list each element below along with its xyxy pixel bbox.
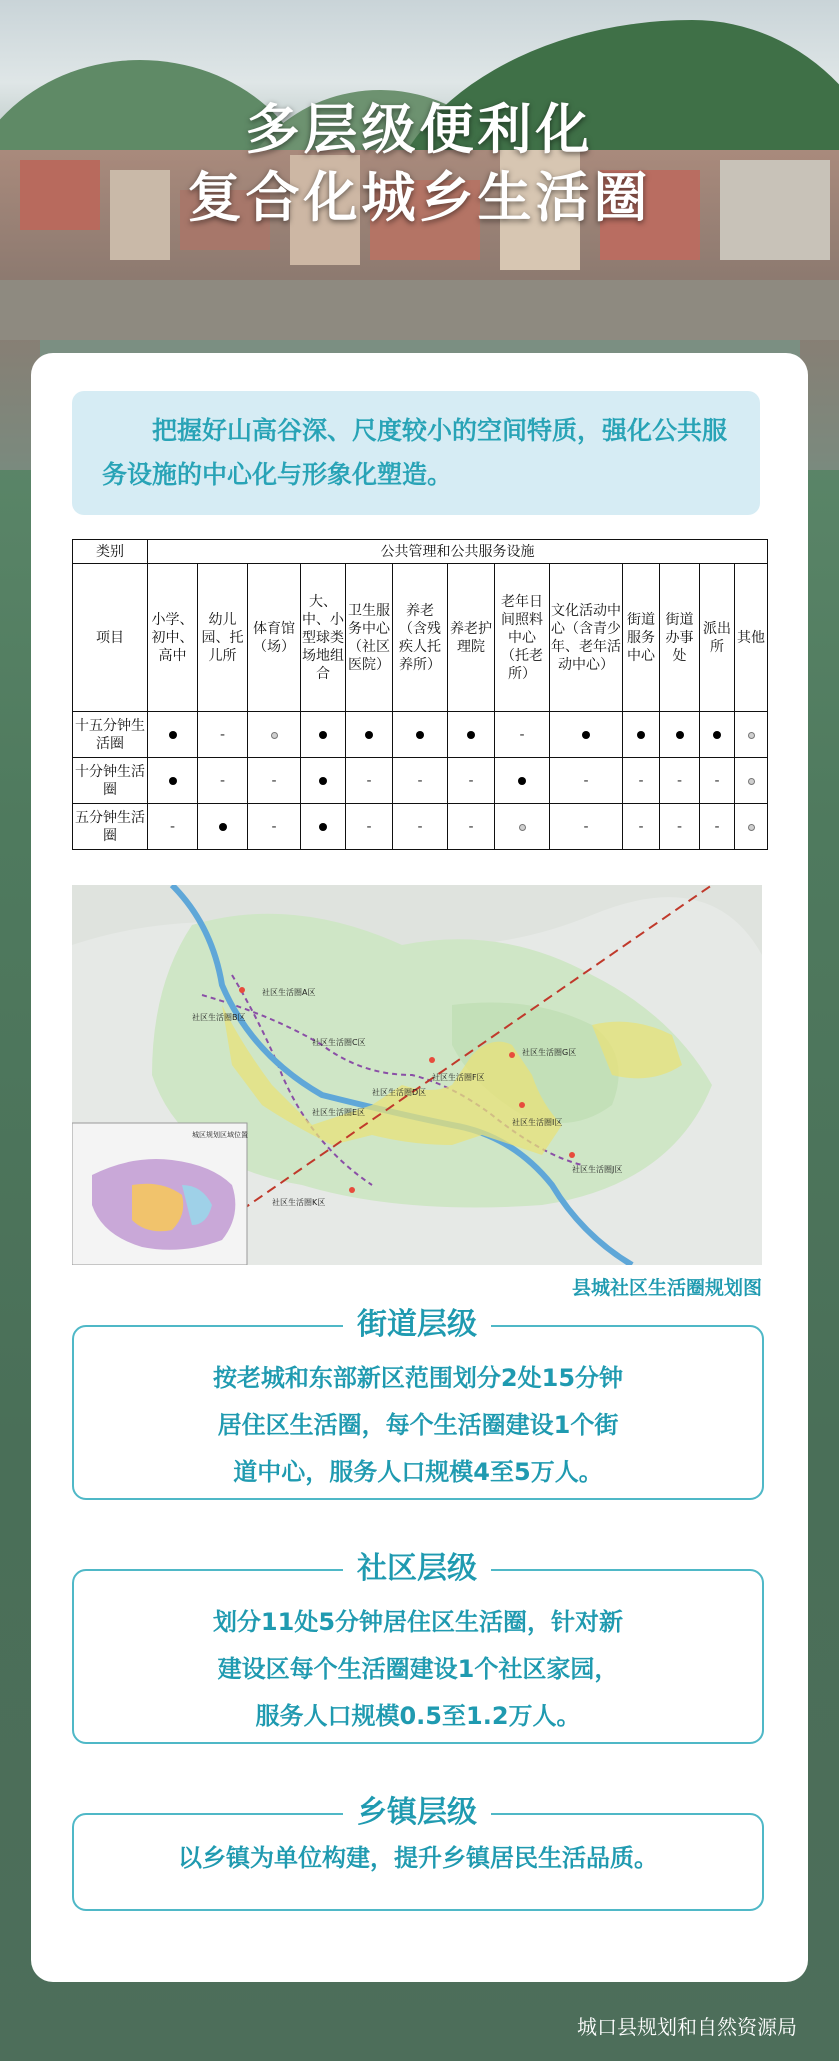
section-line: 道中心，服务人口规模4至5万人。 bbox=[233, 1458, 603, 1486]
dash-mark: - bbox=[676, 772, 683, 789]
column-header: 街道办事处 bbox=[660, 564, 700, 712]
dash-mark: - bbox=[638, 818, 644, 835]
inset-label: 城区规划区域位置 bbox=[192, 1131, 248, 1139]
map-caption: 县城社区生活圈规划图 bbox=[571, 1277, 762, 1299]
column-header: 老年日间照料中心（托老所） bbox=[495, 564, 550, 712]
column-header: 卫生服务中心（社区医院） bbox=[346, 564, 393, 712]
section-title: 乡镇层级 bbox=[343, 1793, 491, 1833]
dash-mark: - bbox=[638, 772, 644, 789]
map-label: 社区生活圈C区 bbox=[312, 1038, 366, 1047]
map-label: 社区生活圈D区 bbox=[372, 1088, 427, 1097]
filled-dot-icon bbox=[319, 823, 327, 831]
section-line: 服务人口规模0.5至1.2万人。 bbox=[255, 1702, 581, 1730]
table-body bbox=[73, 712, 768, 850]
dash-mark: - bbox=[714, 772, 720, 789]
community-level-title bbox=[72, 1549, 762, 1589]
header-category: 类别 bbox=[73, 540, 148, 564]
hollow-dot-icon bbox=[748, 824, 755, 831]
dash-mark: - bbox=[219, 726, 226, 743]
table-cell bbox=[735, 712, 768, 758]
map-graphic bbox=[72, 885, 762, 1265]
map-label: 社区生活圈G区 bbox=[522, 1048, 577, 1057]
dash-mark: - bbox=[583, 772, 589, 789]
table-cell bbox=[346, 712, 393, 758]
row-label: 十分钟生活圈 bbox=[73, 758, 148, 804]
section-title: 社区层级 bbox=[343, 1549, 491, 1589]
table-cell bbox=[495, 712, 550, 758]
table-cell bbox=[248, 712, 301, 758]
dash-mark: - bbox=[468, 818, 474, 835]
dash-mark: - bbox=[676, 818, 683, 835]
column-header: 大、中、小型球类场地组合 bbox=[301, 564, 346, 712]
dash-mark: - bbox=[271, 772, 277, 789]
table-cell bbox=[393, 804, 448, 850]
map-label: 社区生活圈J区 bbox=[572, 1165, 623, 1174]
column-header: 养老护理院 bbox=[448, 564, 495, 712]
table-cell bbox=[623, 758, 660, 804]
map-label: 社区生活圈A区 bbox=[262, 988, 316, 997]
table-cell bbox=[735, 804, 768, 850]
column-header: 养老（含残疾人托养所） bbox=[393, 564, 448, 712]
dash-mark: - bbox=[519, 726, 525, 743]
table-cell bbox=[148, 804, 198, 850]
section-title: 街道层级 bbox=[343, 1305, 491, 1345]
table-cell bbox=[248, 758, 301, 804]
filled-dot-icon bbox=[219, 823, 227, 831]
dash-mark: - bbox=[417, 818, 423, 835]
title-line-1: 多层级便利化 bbox=[245, 98, 594, 161]
column-header: 小学、初中、高中 bbox=[148, 564, 198, 712]
table-cell bbox=[660, 712, 700, 758]
street-level-box bbox=[72, 1325, 764, 1500]
table-cell bbox=[700, 804, 735, 850]
row-label: 五分钟生活圈 bbox=[73, 804, 148, 850]
community-level-box bbox=[72, 1569, 764, 1744]
table-cell bbox=[495, 804, 550, 850]
township-level-title bbox=[72, 1793, 762, 1833]
table-cell bbox=[301, 758, 346, 804]
facility-table bbox=[72, 539, 768, 850]
filled-dot-icon bbox=[676, 731, 684, 739]
dash-mark: - bbox=[468, 772, 474, 789]
table-cell bbox=[148, 758, 198, 804]
table-row bbox=[73, 758, 768, 804]
dash-mark: - bbox=[366, 772, 372, 789]
filled-dot-icon bbox=[582, 731, 590, 739]
planning-map bbox=[72, 885, 762, 1265]
table-row bbox=[73, 804, 768, 850]
page-title bbox=[0, 96, 839, 232]
section-line: 按老城和东部新区范围划分2处15分钟 bbox=[212, 1364, 624, 1392]
column-header: 体育馆（场） bbox=[248, 564, 301, 712]
hollow-dot-icon bbox=[271, 732, 278, 739]
section-line: 以乡镇为单位构建，提升乡镇居民生活品质。 bbox=[178, 1844, 658, 1872]
table-cell bbox=[198, 758, 248, 804]
table-cell bbox=[301, 804, 346, 850]
filled-dot-icon bbox=[467, 731, 475, 739]
filled-dot-icon bbox=[169, 731, 177, 739]
table-cell bbox=[248, 804, 301, 850]
column-header: 幼儿园、托儿所 bbox=[198, 564, 248, 712]
hollow-dot-icon bbox=[519, 824, 526, 831]
table-cell bbox=[393, 758, 448, 804]
intro-text: 把握好山高谷深、尺度较小的空间特质，强化公共服务设施的中心化与形象化塑造。 bbox=[102, 416, 728, 489]
table-cell bbox=[660, 758, 700, 804]
filled-dot-icon bbox=[365, 731, 373, 739]
column-header: 其他 bbox=[735, 564, 768, 712]
table-cell bbox=[735, 758, 768, 804]
table-cell bbox=[495, 758, 550, 804]
table-cell bbox=[448, 804, 495, 850]
hollow-dot-icon bbox=[748, 778, 755, 785]
filled-dot-icon bbox=[319, 731, 327, 739]
street-level-title bbox=[72, 1305, 762, 1345]
dash-mark: - bbox=[169, 818, 176, 835]
table-cell bbox=[148, 712, 198, 758]
table-cell bbox=[550, 758, 623, 804]
filled-dot-icon bbox=[416, 731, 424, 739]
header-group: 公共管理和公共服务设施 bbox=[148, 540, 768, 564]
column-header: 文化活动中心（含青少年、老年活动中心） bbox=[550, 564, 623, 712]
table-cell bbox=[623, 712, 660, 758]
title-line-2: 复合化城乡生活圈 bbox=[187, 166, 652, 229]
filled-dot-icon bbox=[518, 777, 526, 785]
section-line: 建设区每个生活圈建设1个社区家园， bbox=[217, 1655, 619, 1683]
map-label: 社区生活圈B区 bbox=[192, 1013, 246, 1022]
table-cell bbox=[448, 712, 495, 758]
table-cell bbox=[198, 712, 248, 758]
dash-mark: - bbox=[714, 818, 720, 835]
intro-box bbox=[72, 391, 760, 515]
table-cell bbox=[301, 712, 346, 758]
filled-dot-icon bbox=[319, 777, 327, 785]
section-line: 划分11处5分钟居住区生活圈，针对新 bbox=[212, 1608, 624, 1636]
table-cell bbox=[623, 804, 660, 850]
column-header: 派出所 bbox=[700, 564, 735, 712]
filled-dot-icon bbox=[713, 731, 721, 739]
table-cell bbox=[346, 804, 393, 850]
table-cell bbox=[550, 804, 623, 850]
table-cell bbox=[393, 712, 448, 758]
map-label: 社区生活圈I区 bbox=[512, 1118, 563, 1127]
table-cell bbox=[700, 712, 735, 758]
header-item: 项目 bbox=[73, 564, 148, 712]
dash-mark: - bbox=[366, 818, 372, 835]
table-row bbox=[73, 712, 768, 758]
table-cell bbox=[660, 804, 700, 850]
table-cell bbox=[700, 758, 735, 804]
filled-dot-icon bbox=[637, 731, 645, 739]
map-label: 社区生活圈E区 bbox=[312, 1108, 366, 1117]
footer-org: 城口县规划和自然资源局 bbox=[577, 2015, 797, 2039]
map-label: 社区生活圈K区 bbox=[272, 1198, 326, 1207]
row-label: 十五分钟生活圈 bbox=[73, 712, 148, 758]
hollow-dot-icon bbox=[748, 732, 755, 739]
table-cell bbox=[198, 804, 248, 850]
section-line: 居住区生活圈，每个生活圈建设1个街 bbox=[217, 1411, 619, 1439]
dash-mark: - bbox=[583, 818, 589, 835]
table-cell bbox=[346, 758, 393, 804]
dash-mark: - bbox=[271, 818, 277, 835]
content-card bbox=[31, 353, 808, 1982]
dash-mark: - bbox=[219, 772, 226, 789]
table-cell bbox=[448, 758, 495, 804]
column-header: 街道服务中心 bbox=[623, 564, 660, 712]
table-cell bbox=[550, 712, 623, 758]
map-label: 社区生活圈F区 bbox=[432, 1073, 485, 1082]
dash-mark: - bbox=[417, 772, 423, 789]
filled-dot-icon bbox=[169, 777, 177, 785]
